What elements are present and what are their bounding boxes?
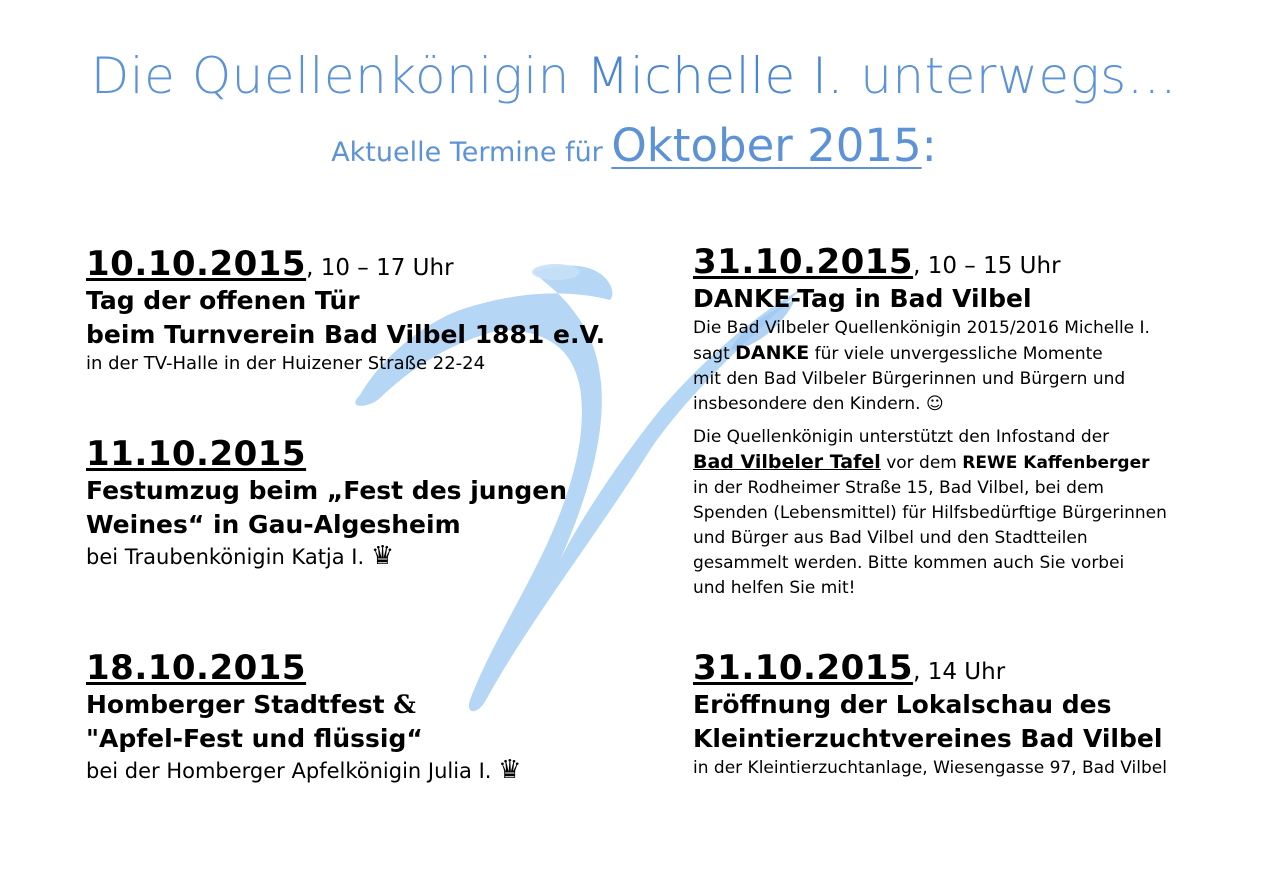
crown-icon: ♛ [498,755,522,785]
event-text: insbesondere den Kindern. ☺ [693,394,944,414]
subtitle-colon: : [921,119,937,172]
event-10-10 [86,244,605,376]
event-text: vor dem [886,453,957,473]
subtitle-month: Oktober 2015 [611,119,922,172]
event-text: Die Bad Vilbeler Quellenkönigin 2015/2016 Michelle I. [693,318,1150,338]
event-text: und Bürger aus Bad Vilbel und den Stadtteilen [693,528,1088,548]
event-18-10 [86,648,521,785]
event-text: sagt [693,344,730,364]
event-subtitle: "Apfel-Fest und flüssig“ [86,724,423,753]
event-title: Tag der offenen Tür [86,286,360,315]
tafel-link: Bad Vilbeler Tafel [693,451,881,473]
event-time: , 14 Uhr [913,659,1006,685]
event-text-bold: DANKE [735,342,810,364]
event-text: gesammelt werden. Bitte kommen auch Sie vorbei [693,553,1125,573]
crown-icon: ♛ [370,541,395,571]
event-text: Spenden (Lebensmittel) für Hilfsbedürftige Bürgerinnen [693,503,1167,523]
event-text-bold: REWE Kaffenberger [962,453,1150,473]
event-31-10-danke [693,242,1167,601]
page-subtitle [0,118,1268,181]
event-subtitle: beim Turnverein Bad Vilbel 1881 e.V. [86,320,606,349]
event-location: in der TV-Halle in der Huizener Straße 22-24 [86,353,486,374]
event-date: 11.10.2015 [86,434,307,474]
event-title: Homberger Stadtfest [86,690,385,719]
event-host: bei der Homberger Apfelkönigin Julia I. [86,759,492,783]
title-prefix: Die Quellenkönigin [90,47,570,105]
event-date: 31.10.2015 [693,242,914,282]
event-text: in der Rodheimer Straße 15, Bad Vilbel, bei dem [693,478,1104,498]
event-title: DANKE-Tag in Bad Vilbel [693,284,1032,313]
event-time: , 10 – 15 Uhr [913,253,1061,279]
event-text: Die Quellenkönigin unterstützt den Infostand der [693,427,1110,447]
event-host: bei Traubenkönigin Katja I. [86,545,365,569]
ampersand: & [393,690,416,719]
event-text: mit den Bad Vilbeler Bürgerinnen und Bürgern und [693,369,1126,389]
event-location: in der Kleintierzuchtanlage, Wiesengasse 97, Bad Vilbel [693,758,1167,778]
event-date: 18.10.2015 [86,648,307,688]
title-suffix: unterwegs… [860,47,1178,105]
event-date: 10.10.2015 [86,244,307,284]
title-name: Michelle I. [586,47,844,105]
event-11-10 [86,434,567,571]
event-text: für viele unvergessliche Momente [814,344,1103,364]
event-31-10-lokalschau [693,648,1167,781]
event-subtitle: Kleintierzuchtvereines Bad Vilbel [693,724,1163,753]
event-title: Eröffnung der Lokalschau des [693,690,1112,719]
event-title: Festumzug beim „Fest des jungen [86,476,568,505]
subtitle-prefix: Aktuelle Termine für [331,137,603,168]
page-title [0,46,1268,106]
event-date: 31.10.2015 [693,648,914,688]
event-text: und helfen Sie mit! [693,578,856,598]
event-subtitle: Weines“ in Gau-Algesheim [86,510,461,539]
event-time: , 10 – 17 Uhr [306,255,454,281]
